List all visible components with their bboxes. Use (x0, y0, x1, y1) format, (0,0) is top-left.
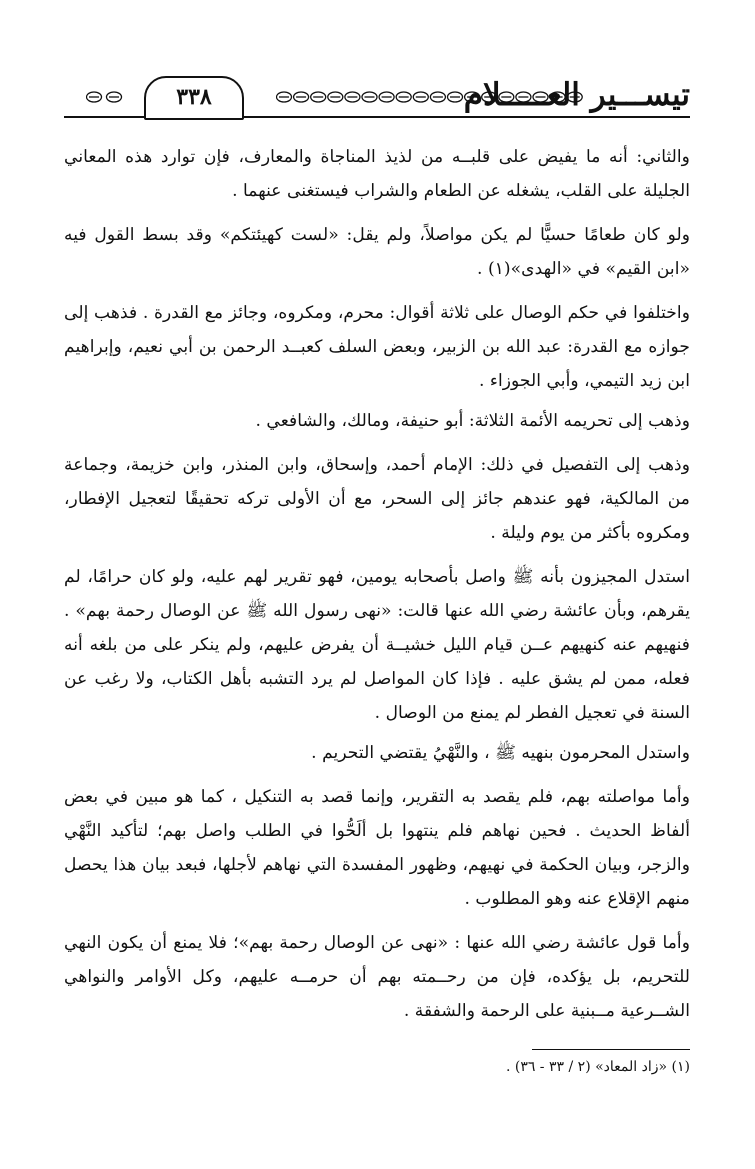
paragraph: والثاني: أنه ما يفيض على قلبــه من لذيذ المناجاة والمعارف، فإن توارد هذه المعاني الجليلة على القلب، يشغله عن الطعام والشراب فيستغنى عنهما . (64, 147, 690, 201)
paragraph: وأما قول عائشة رضي الله عنها : «نهى عن الوصال رحمة بهم»؛ فلا يمنع أن يكون النهي للتحريم، بل يؤكده، فإن من رحــمته بهم أن حرمــه عليهم، وكل الأوامر والنواهي الشــرعية مــبنية على الرحمة والشفقة . (64, 933, 690, 1021)
paragraph: واستدل المحرمون بنهيه ﷺ ، والنَّهْيُ يقتضي التحريم . (311, 743, 690, 763)
footnote-rule (532, 1049, 690, 1050)
paragraph: وذهب إلى التفصيل في ذلك: الإمام أحمد، وإسحاق، وابن المنذر، وابن خزيمة، وجماعة من المالكية، فهو عندهم جائز إلى السحر، مع أن الأولى تركه تحقيقًا لتعجيل الإفطار، ومكروه بأكثر من يوم وليلة . (64, 455, 690, 543)
header-ornament-small (86, 90, 124, 104)
page-header (64, 72, 690, 128)
book-title: تيســـير العـــــلام (463, 77, 690, 113)
paragraph: ولو كان طعامًا حسيًّا لم يكن مواصلاً، ولم يقل: «لست كهيئتكم» وقد بسط القول فيه «ابن القيم» في «الهدى»(١) . (64, 225, 690, 279)
paragraph: واختلفوا في حكم الوصال على ثلاثة أقوال: محرم، ومكروه، وجائز مع القدرة . فذهب إلى جوازه مع القدرة: عبد الله بن الزبير، وبعض السلف كعبــد الرحمن بن أبي نعيم، وإبراهيم ابن زيد التيمي، وأبي الجوزاء . (64, 303, 690, 391)
body-text (64, 140, 690, 1034)
page-number: ٣٣٨ (144, 76, 244, 120)
paragraph: وذهب إلى تحريمه الأئمة الثلاثة: أبو حنيفة، ومالك، والشافعي . (255, 411, 690, 431)
header-ornament (276, 90, 588, 104)
footnote: (١) «زاد المعاد» (٢ / ٣٣ - ٣٦) . (505, 1059, 690, 1075)
paragraph: استدل المجيزون بأنه ﷺ واصل بأصحابه يومين، فهو تقرير لهم عليه، ولو كان حرامًا، لم يقرهم، وبأن عائشة رضي الله عنها قالت: «نهى رسول الله ﷺ عن الوصال رحمة بهم» . فنهيهم عنه كنهيهم عــن قيام الليل خشيــة أن يفرض عليهم، ولم ينكر على من بلغه أنه فعله، ممن لم يشق عليه . فإذا كان المواصل لم يرد التشبه بأهل الكتاب، ولا رغب عن السنة في تعجيل الفطر لم يمنع من الوصال . (64, 567, 690, 723)
paragraph: وأما مواصلته بهم، فلم يقصد به التقرير، وإنما قصد به التنكيل ، كما هو مبين في بعض ألفاظ الحديث . فحين نهاهم فلم ينتهوا بل ألَحُّوا في الطلب واصل بهم؛ لتأكيد النَّهْي والزجر، وبيان الحكمة في نهيهم، وظهور المفسدة التي نهاهم لأجلها، فبعد بيان هذا يحصل منهم الإقلاع عنه وهو المطلوب . (64, 787, 690, 909)
